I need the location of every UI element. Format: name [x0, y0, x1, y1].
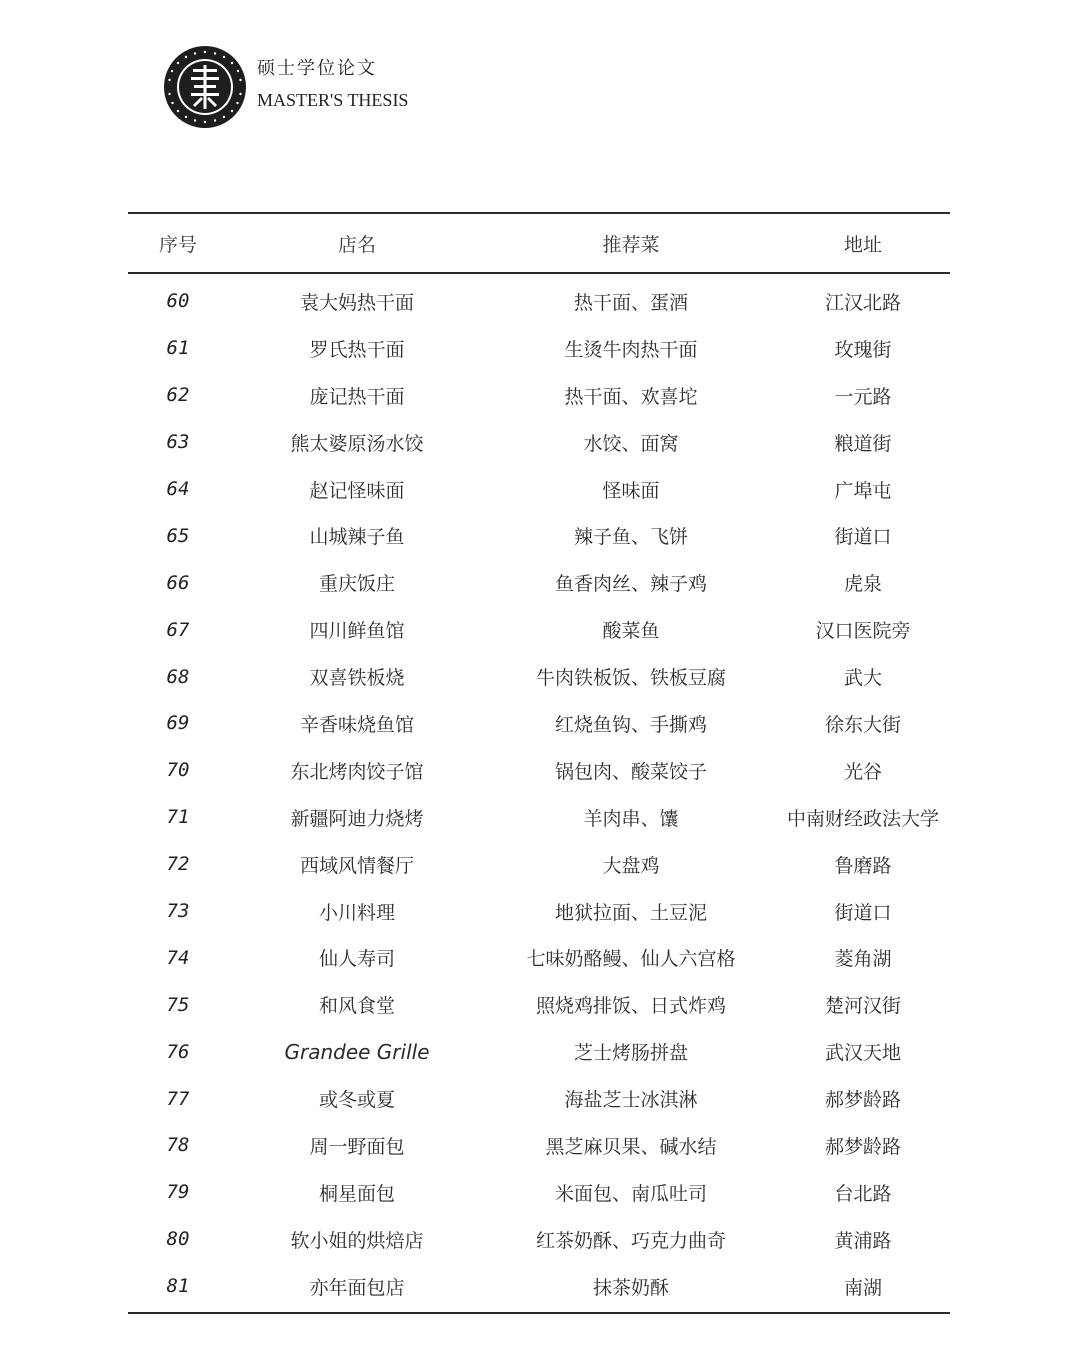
column-header-number: 序号 [158, 233, 197, 256]
recommended-dish: 热干面、蛋酒 [573, 291, 688, 314]
table-row [128, 1263, 950, 1310]
recommended-dish: 大盘鸡 [602, 854, 660, 877]
shop-name: 山城辣子鱼 [309, 526, 405, 549]
shop-name: 熊太婆原汤水饺 [290, 432, 424, 455]
table-row [128, 888, 950, 935]
row-number: 78 [166, 1134, 190, 1157]
column-header-recommended-dish: 推荐菜 [602, 233, 660, 256]
recommended-dish: 锅包肉、酸菜饺子 [554, 760, 707, 783]
address: 徐东大街 [824, 713, 901, 736]
table-body [128, 274, 950, 1312]
table-row [128, 700, 950, 747]
table-row [128, 1028, 950, 1075]
table-row [128, 981, 950, 1028]
recommended-dish: 米面包、南瓜吐司 [554, 1182, 707, 1205]
recommended-dish: 怪味面 [602, 479, 660, 502]
shop-name: 赵记怪味面 [309, 479, 405, 502]
address: 街道口 [834, 901, 892, 924]
shop-name: 罗氏热干面 [309, 338, 405, 361]
row-number: 81 [166, 1275, 190, 1298]
table-row [128, 419, 950, 466]
address: 中南财经政法大学 [786, 807, 939, 830]
table-header-row [128, 214, 950, 272]
shop-name: 袁大妈热干面 [299, 291, 414, 314]
shop-name: 仙人寿司 [318, 948, 395, 971]
row-number: 71 [166, 806, 190, 829]
recommended-dish: 七味奶酪鳗、仙人六宫格 [526, 948, 736, 971]
recommended-dish: 黑芝麻贝果、碱水结 [545, 1135, 717, 1158]
shop-name: 或冬或夏 [318, 1089, 395, 1112]
recommended-dish: 照烧鸡排饭、日式炸鸡 [535, 995, 726, 1018]
recommended-dish: 鱼香肉丝、辣子鸡 [554, 573, 707, 596]
shop-name: 四川鲜鱼馆 [309, 620, 405, 643]
shop-name: 桐星面包 [318, 1182, 395, 1205]
table-row [128, 747, 950, 794]
table-row [128, 1075, 950, 1122]
row-number: 80 [166, 1228, 190, 1251]
recommended-dish: 地狱拉面、土豆泥 [554, 901, 707, 924]
table-row [128, 512, 950, 559]
address: 武大 [843, 667, 882, 690]
shop-name: 西域风情餐厅 [299, 854, 414, 877]
recommended-dish: 水饺、面窝 [583, 432, 679, 455]
address: 黄浦路 [834, 1229, 892, 1252]
address: 虎泉 [843, 573, 882, 596]
address: 郝梦龄路 [824, 1089, 901, 1112]
address: 广埠屯 [834, 479, 892, 502]
table-row [128, 653, 950, 700]
shop-name: 东北烤肉饺子馆 [290, 760, 424, 783]
address: 武汉天地 [824, 1042, 901, 1065]
recommended-dish: 热干面、欢喜坨 [564, 385, 698, 408]
shop-name: 双喜铁板烧 [309, 667, 405, 690]
row-number: 75 [166, 993, 190, 1016]
recommended-dish: 芝士烤肠拼盘 [573, 1042, 688, 1065]
recommended-dish: 牛肉铁板饭、铁板豆腐 [535, 667, 726, 690]
restaurant-table [128, 212, 950, 1314]
row-number: 61 [166, 337, 190, 360]
recommended-dish: 生烫牛肉热干面 [564, 338, 698, 361]
thesis-header [163, 42, 408, 132]
row-number: 73 [166, 900, 190, 923]
row-number: 70 [166, 759, 190, 782]
address: 菱角湖 [834, 948, 892, 971]
address: 南湖 [843, 1276, 882, 1299]
address: 鲁磨路 [834, 854, 892, 877]
row-number: 72 [166, 853, 190, 876]
table-row [128, 1169, 950, 1216]
recommended-dish: 羊肉串、馕 [583, 807, 679, 830]
row-number: 64 [166, 478, 190, 500]
recommended-dish: 抹茶奶酥 [592, 1276, 669, 1299]
row-number: 62 [166, 384, 190, 407]
recommended-dish: 酸菜鱼 [602, 620, 660, 643]
table-row [128, 1122, 950, 1169]
shop-name: 小川料理 [318, 901, 395, 924]
address: 玫瑰街 [834, 338, 892, 361]
row-number: 79 [166, 1181, 190, 1204]
row-number: 67 [166, 618, 190, 641]
table-row [128, 1216, 950, 1263]
address: 粮道街 [834, 432, 892, 455]
shop-name: Grandee Grille [284, 1039, 430, 1064]
table-row [128, 794, 950, 841]
university-logo [163, 45, 247, 129]
table-row [128, 325, 950, 372]
shop-name: 新疆阿迪力烧烤 [290, 807, 424, 830]
thesis-title-en: MASTER'S THESIS [257, 90, 409, 110]
recommended-dish: 红烧鱼钩、手撕鸡 [554, 713, 707, 736]
table-row [128, 466, 950, 513]
shop-name: 周一野面包 [309, 1135, 405, 1158]
shop-name: 亦年面包店 [309, 1276, 405, 1299]
row-number: 68 [166, 665, 190, 688]
address: 郝梦龄路 [824, 1135, 901, 1158]
table-row [128, 372, 950, 419]
shop-name: 辛香味烧鱼馆 [299, 713, 414, 736]
address: 汉口医院旁 [815, 620, 911, 643]
address: 楚河汉街 [824, 995, 901, 1018]
address: 台北路 [834, 1182, 892, 1205]
shop-name: 庞记热干面 [309, 385, 405, 408]
recommended-dish: 红茶奶酥、巧克力曲奇 [535, 1229, 726, 1252]
table-row [128, 278, 950, 325]
table-row [128, 559, 950, 606]
row-number: 65 [166, 524, 190, 547]
address: 江汉北路 [824, 291, 901, 314]
table-row [128, 841, 950, 888]
shop-name: 和风食堂 [318, 995, 395, 1018]
row-number: 76 [166, 1040, 190, 1063]
address: 街道口 [834, 526, 892, 549]
row-number: 63 [166, 431, 190, 454]
row-number: 74 [166, 946, 190, 969]
address: 一元路 [834, 385, 892, 408]
row-number: 60 [166, 290, 190, 313]
row-number: 66 [166, 571, 190, 594]
row-number: 77 [166, 1087, 190, 1110]
shop-name: 重庆饭庄 [318, 573, 395, 596]
table-row [128, 934, 950, 981]
table-row [128, 606, 950, 653]
recommended-dish: 辣子鱼、飞饼 [573, 526, 688, 549]
row-number: 69 [166, 712, 190, 735]
column-header-shop-name: 店名 [337, 233, 376, 256]
address: 光谷 [843, 760, 882, 783]
thesis-title-zh: 硕士学位论文 [257, 58, 377, 79]
recommended-dish: 海盐芝士冰淇淋 [564, 1089, 698, 1112]
shop-name: 软小姐的烘焙店 [290, 1229, 424, 1252]
table-bottom-rule [128, 1312, 950, 1314]
column-header-address: 地址 [843, 233, 882, 256]
